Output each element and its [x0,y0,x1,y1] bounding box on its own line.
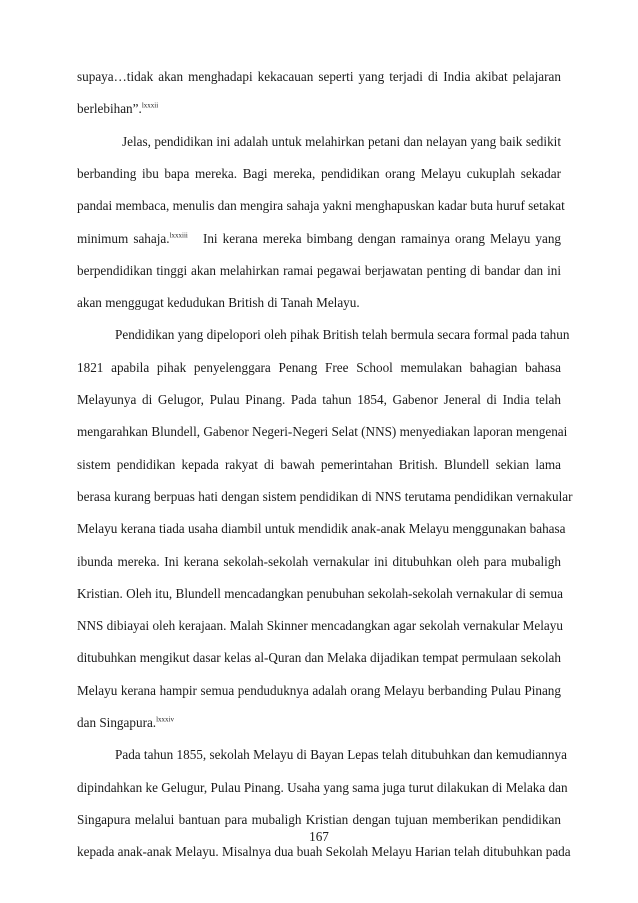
text-line-content: Jelas, pendidikan ini adalah untuk melahirkan petani dan nelayan yang baik sedikit [122,133,561,149]
text-line-content: Melayu kerana hampir semua penduduknya adalah orang Melayu berbanding Pulau Pinang [77,682,561,698]
text-line-content: Melayunya di Gelugor, Pulau Pinang. Pada tahun 1854, Gabenor Jeneral di India telah [77,392,561,407]
text-line-content: ibunda mereka. Ini kerana sekolah-sekolah vernakular ini ditubuhkan oleh para mubaligh [77,553,561,569]
text-line-content: kepada anak-anak Melayu. Misalnya dua buah Sekolah Melayu Harian telah ditubuhkan pada [77,844,571,860]
text-line-content: Pendidikan yang dipelopori oleh pihak British telah bermula secara formal pada tahun [115,327,570,343]
text-line-content: ditubuhkan mengikut dasar kelas al-Quran dan Melaka dijadikan tempat permulaan sekolah [77,650,561,666]
text-line [77,68,561,86]
text-line-continuation: Ini kerana mereka bimbang dengan ramainya orang Melayu yang [187,230,562,246]
text-line [77,456,561,474]
text-line [77,197,565,215]
text-line [77,585,561,603]
text-line [77,262,561,280]
text-line-content: Kristian. Oleh itu, Blundell mencadangkan penubuhan sekolah-sekolah vernakular di semua [77,585,563,601]
footnote-marker: lxxxiii [169,231,188,240]
text-line [77,682,561,700]
text-line-content: berbanding ibu bapa mereka. Bagi mereka, pendidikan orang Melayu cukuplah sekadar [77,165,561,181]
text-line [77,714,561,732]
page-number: 167 [309,829,329,844]
text-line-content: Melayu kerana tiada usaha diambil untuk mendidik anak-anak Melayu menggunakan bahasa [77,521,566,537]
text-line-content: berasa kurang berpuas hati dengan sistem pendidikan di NNS terutama pendidikan vernakular [77,488,573,504]
text-line-content: berpendidikan tinggi akan melahirkan ramai pegawai berjawatan penting di bandar dan ini [77,262,561,278]
text-line [77,649,561,667]
text-line [77,359,561,377]
text-line [77,391,561,409]
text-line [77,488,573,506]
text-line-content: pandai membaca, menulis dan mengira sahaja yakni menghapuskan kadar buta huruf setakat [77,198,565,214]
text-line-content: berlebihan”. [77,101,142,117]
text-line [77,423,568,441]
text-line-content: Singapura melalui bantuan para mubaligh Kristian dengan tujuan memberikan pendidikan [77,811,561,827]
text-line [77,230,561,248]
text-line-content: supaya…tidak akan menghadapi kekacauan seperti yang terjadi di India akibat pelajaran [77,69,561,84]
text-line [77,326,570,344]
text-line-content: dipindahkan ke Gelugur, Pulau Pinang. Usaha yang sama juga turut dilakukan di Melaka dan [77,779,568,795]
footnote-marker: lxxxii [141,101,159,110]
text-line [77,165,561,183]
text-line [77,520,566,538]
footnote-marker: lxxxiv [156,715,174,724]
text-line [77,617,561,635]
text-line [77,553,561,571]
text-line-content: sistem pendidikan kepada rakyat di bawah pemerintahan British. Blundell sekian lama [77,456,561,472]
text-line [77,779,568,797]
text-line [77,746,567,764]
text-line [77,294,561,312]
text-line-content: 1821 apabila pihak penyelenggara Penang Free School memulakan bahagian bahasa [77,359,561,375]
text-line-content: minimum sahaja. [77,230,170,246]
text-line [77,133,561,151]
text-line-content: akan menggugat kedudukan British di Tanah Melayu. [77,295,360,311]
text-line-content: Pada tahun 1855, sekolah Melayu di Bayan Lepas telah ditubuhkan dan kemudiannya [115,747,567,763]
text-line [77,100,561,118]
text-line-content: mengarahkan Blundell, Gabenor Negeri-Negeri Selat (NNS) menyediakan laporan mengenai [77,424,568,440]
text-line [77,811,561,829]
text-line-content: dan Singapura. [77,715,157,730]
text-line-content: NNS dibiayai oleh kerajaan. Malah Skinner mencadangkan agar sekolah vernakular Melayu [77,618,563,634]
